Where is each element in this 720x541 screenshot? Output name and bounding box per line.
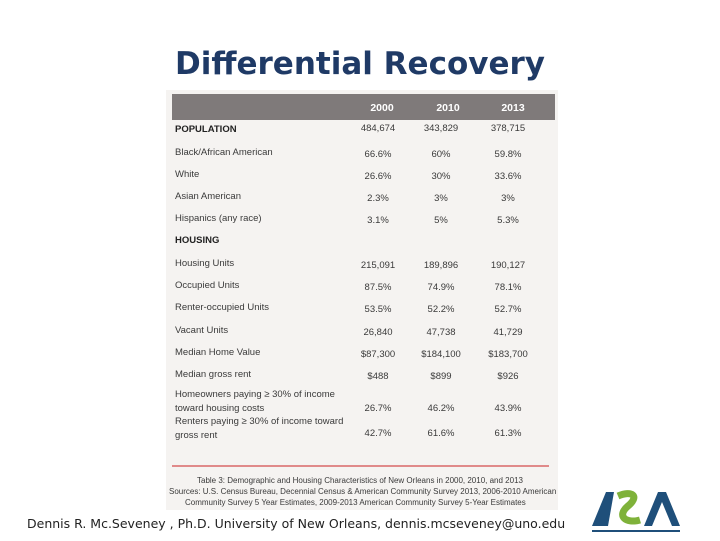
table-divider	[172, 465, 549, 467]
table-cell: 52.7%	[494, 304, 522, 315]
asa-logo	[588, 486, 688, 536]
row-label	[175, 388, 335, 416]
table-cell: 46.2%	[427, 403, 455, 414]
table-cell: 60%	[431, 149, 451, 160]
table-cell: 53.5%	[364, 304, 392, 315]
row-label-line: Homeowners paying ≥ 30% of income	[175, 389, 335, 400]
table-cell: 189,896	[423, 260, 459, 271]
table-cell: 52.2%	[427, 304, 455, 315]
table-cell: 378,715	[490, 123, 526, 134]
year-header-2013: 2013	[501, 102, 525, 114]
logo-s	[618, 494, 640, 521]
row-label: White	[175, 169, 200, 180]
table-cell: 3.1%	[367, 215, 389, 226]
row-label: Asian American	[175, 191, 242, 202]
row-label: Hispanics (any race)	[175, 213, 262, 224]
table-header-bar	[172, 94, 555, 120]
footer-credit: Dennis R. Mc.Seveney , Ph.D. University of New Orleans, dennis.mcseveney@uno.edu	[27, 516, 566, 531]
table-cell: 59.8%	[494, 149, 522, 160]
logo-a-right	[644, 492, 680, 526]
table-cell: 2.3%	[367, 193, 389, 204]
row-label: Median Home Value	[175, 347, 261, 358]
table-cell: $899	[430, 371, 452, 382]
table-cell: 61.3%	[494, 428, 522, 439]
table-cell: $926	[497, 371, 519, 382]
table-cell: 3%	[501, 193, 515, 204]
row-label-line: toward housing costs	[175, 403, 265, 414]
row-label: Vacant Units	[175, 325, 229, 336]
row-label: Housing Units	[175, 258, 235, 269]
scanned-table	[166, 90, 558, 510]
caption-line-2: Sources: U.S. Census Bureau, Decennial Census & American Community Survey 2013, 2006-2010 American	[169, 487, 557, 496]
table-cell: 33.6%	[494, 171, 522, 182]
row-label: HOUSING	[175, 235, 220, 246]
table-cell: 87.5%	[364, 282, 392, 293]
logo-a-left	[592, 492, 614, 526]
row-label-line: gross rent	[175, 430, 218, 441]
table-cell: 26,840	[363, 327, 393, 338]
table-cell: 61.6%	[427, 428, 455, 439]
table-cell: 3%	[434, 193, 448, 204]
table-cell: 484,674	[360, 123, 396, 134]
year-header-2010: 2010	[436, 102, 460, 114]
row-label-line: Renters paying ≥ 30% of income toward	[175, 416, 344, 427]
table-cell: $183,700	[488, 349, 528, 360]
slide-title: Differential Recovery	[175, 46, 545, 82]
table-cell: 5.3%	[497, 215, 519, 226]
table-cell: 66.6%	[364, 149, 392, 160]
row-label: Black/African American	[175, 147, 273, 158]
table-cell: 30%	[431, 171, 451, 182]
logo-underline	[592, 530, 680, 532]
table-cell: 43.9%	[494, 403, 522, 414]
table-cell: 190,127	[490, 260, 526, 271]
table-cell: $87,300	[360, 349, 396, 360]
table-cell: 343,829	[423, 123, 459, 134]
row-label: POPULATION	[175, 124, 237, 135]
caption-line-1: Table 3: Demographic and Housing Characteristics of New Orleans in 2000, 2010, and 2013	[197, 476, 523, 485]
row-label: Occupied Units	[175, 280, 240, 291]
table-cell: 47,738	[426, 327, 456, 338]
table-cell: $488	[367, 371, 389, 382]
row-label: Median gross rent	[175, 369, 252, 380]
table-cell: $184,100	[421, 349, 461, 360]
table-cell: 78.1%	[494, 282, 522, 293]
table-cell: 215,091	[360, 260, 396, 271]
asa-logo-mark	[588, 486, 688, 536]
table-cell: 26.7%	[364, 403, 392, 414]
table-cell: 74.9%	[427, 282, 455, 293]
table-cell: 26.6%	[364, 171, 392, 182]
table-cell: 41,729	[493, 327, 523, 338]
caption-line-3: Community Survey 5 Year Estimates, 2009-2013 American Community Survey 5-Year Estimates	[185, 498, 526, 507]
row-label	[175, 415, 343, 443]
table-cell: 5%	[434, 215, 448, 226]
row-label: Renter-occupied Units	[175, 302, 269, 313]
table-cell: 42.7%	[364, 428, 392, 439]
year-header-2000: 2000	[370, 102, 394, 114]
